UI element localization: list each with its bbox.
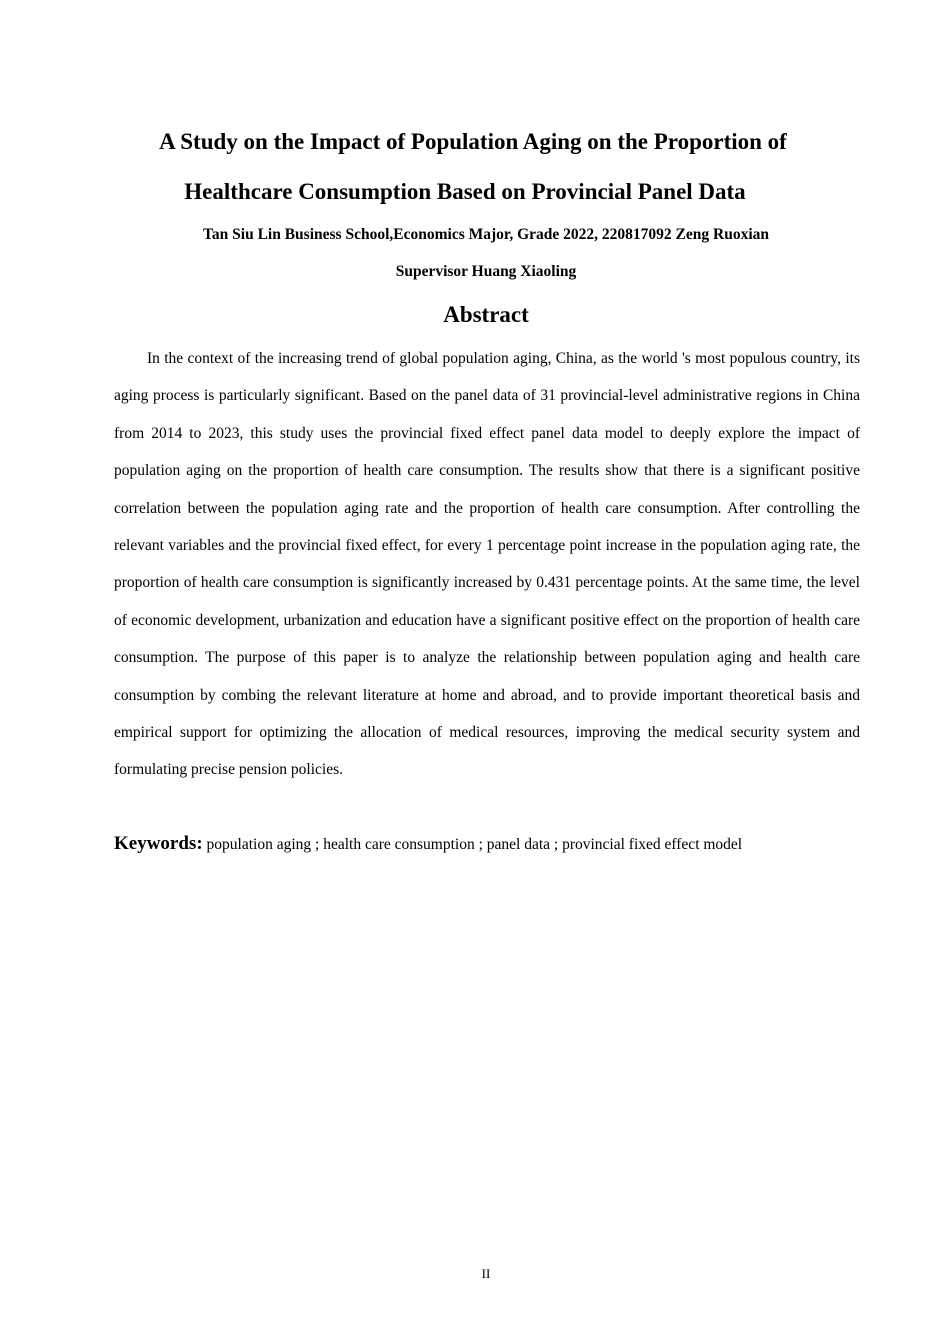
abstract-heading: Abstract (443, 302, 529, 327)
keywords-label: Keywords: (114, 833, 203, 854)
supervisor: Supervisor Huang Xiaoling (395, 263, 577, 280)
abstract-body: In the context of the increasing trend of global population aging, China, as the world 's most populous country, its aging process is particularly significant. Based on the panel data of 31 provincial-level administrative regions in China from 2014 to 2023, this study uses the provincial fixed effect panel data model to deeply explore the impact of population aging on the proportion of health care consumption. The results show that there is a significant positive correlation between the population aging rate and the proportion of health care consumption. After controlling the relevant variables and the provincial fixed effect, for every 1 percentage point increase in the population aging rate, the proportion of health care consumption is significantly increased by 0.431 percentage points. At the same time, the level of economic development, urbanization and education have a significant positive effect on the proportion of health care consumption. The purpose of this paper is to analyze the relationship between population aging and health care consumption by combing the relevant literature at home and abroad, and to provide important theoretical basis and empirical support for optimizing the allocation of medical resources, improving the medical security system and formulating precise pension policies. (114, 350, 860, 779)
page-number: II (481, 1266, 491, 1281)
keywords-line (114, 831, 860, 858)
keywords-list: population aging ; health care consumption ; panel data ; provincial fixed effect model (202, 836, 743, 853)
paper-title-line-1: A Study on the Impact of Population Aging on the Proportion of (159, 129, 787, 154)
author-affiliation: Tan Siu Lin Business School,Economics Major, Grade 2022, 220817092 Zeng Ruoxian (203, 226, 769, 243)
paper-title-line-2: Healthcare Consumption Based on Provincial Panel Data (184, 179, 746, 204)
